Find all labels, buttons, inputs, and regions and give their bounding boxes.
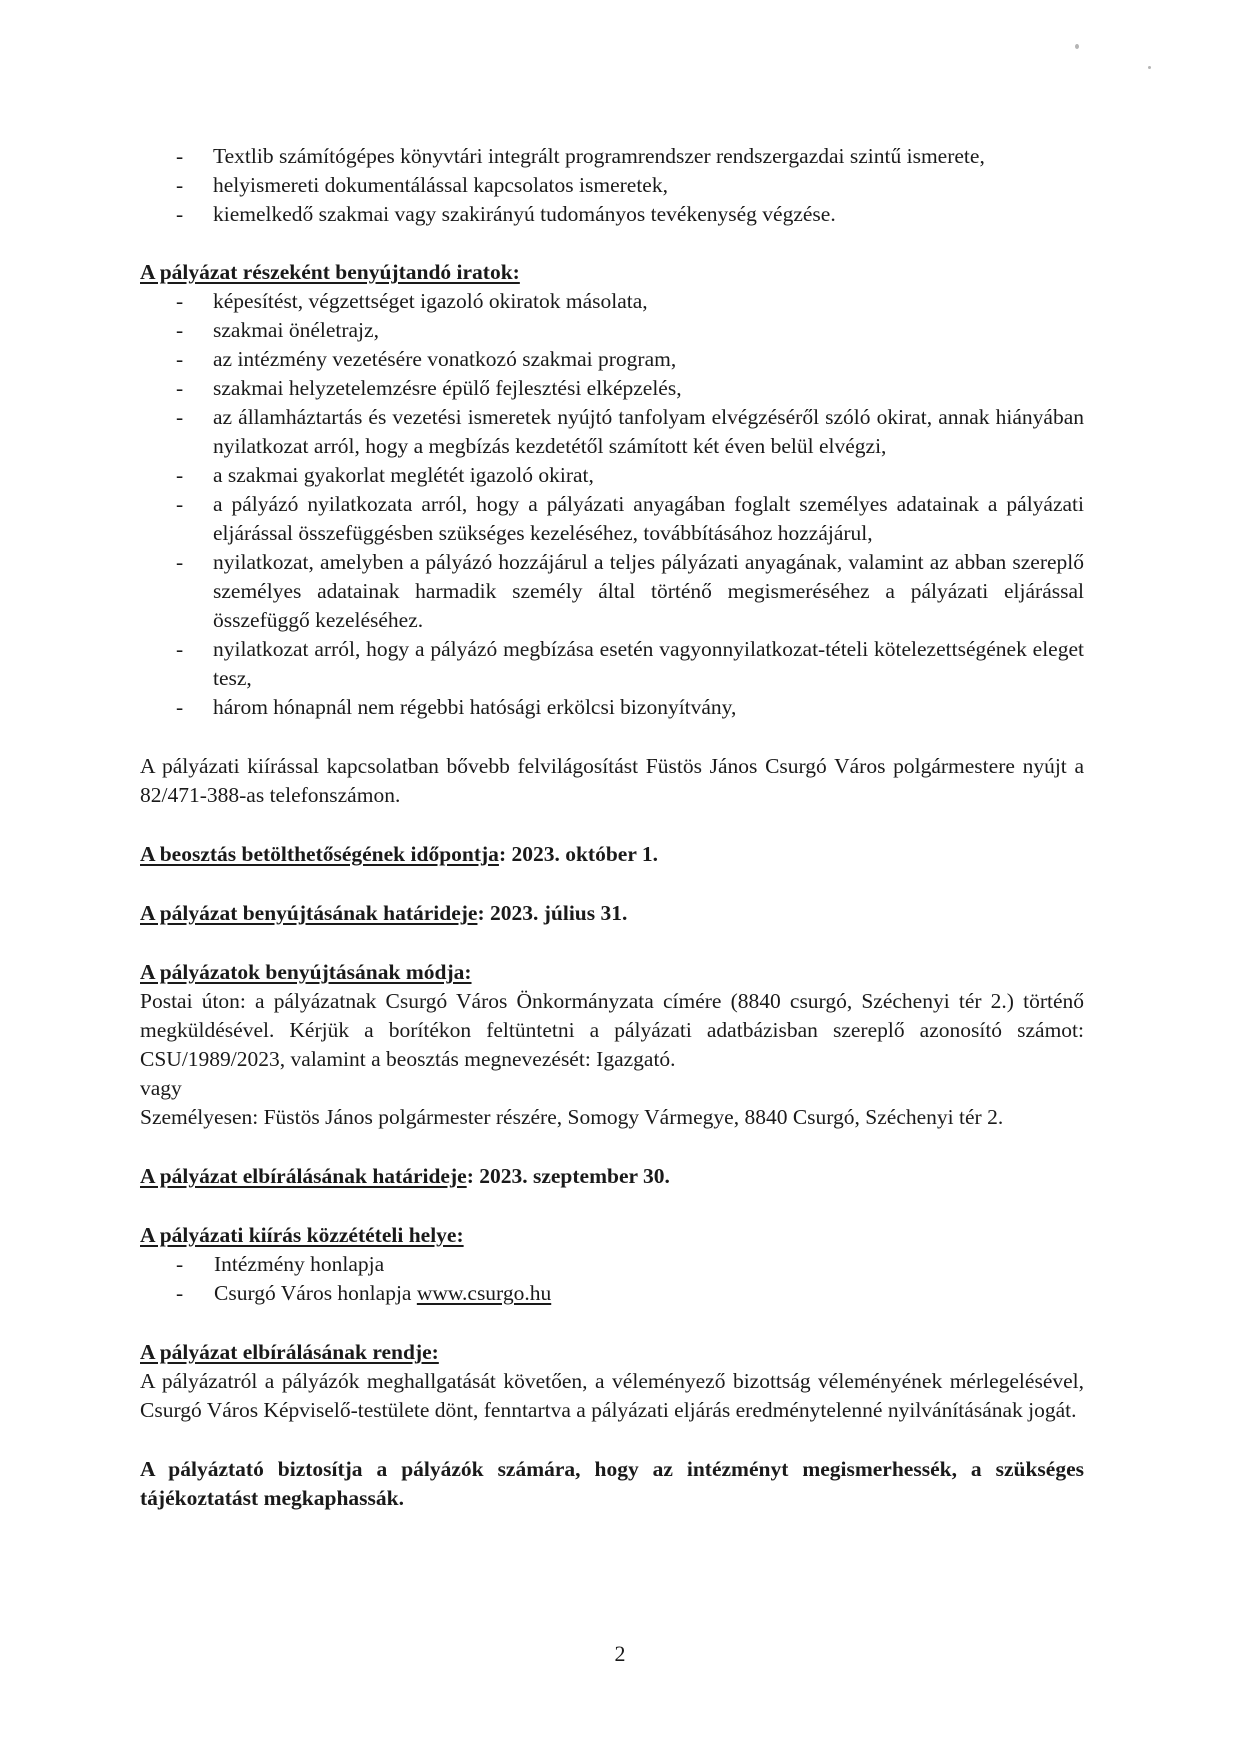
closing-statement: A pályáztató biztosítja a pályázók számára, hogy az intézményt megismerhessék, a szükséges tájékoztatást megkaphassák. xyxy=(140,1457,1084,1510)
list-item: - nyilatkozat arról, hogy a pályázó megbízása esetén vagyonnyilatkozat-tételi kötelezettségének eleget tesz, xyxy=(140,635,1084,693)
publication-heading: A pályázati kiírás közzétételi helye: xyxy=(140,1223,464,1247)
evaluation-deadline-line xyxy=(140,1162,1084,1191)
list-item: - a pályázó nyilatkozata arról, hogy a pályázati anyagában foglalt személyes adatainak a pályázati eljárással összefüggésben szükséges kezeléséhez, továbbításához hozzájárul, xyxy=(140,490,1084,548)
list-item: - Intézmény honlapja xyxy=(140,1250,1084,1279)
list-item: - Textlib számítógépes könyvtári integrált programrendszer rendszergazdai szintű ismerete, xyxy=(140,142,1084,171)
list-item: - az államháztartás és vezetési ismeretek nyújtó tanfolyam elvégzéséről szóló okirat, annak hiányában nyilatkozat arról, hogy a megbízás kezdetétől számított két éven belül elvégzi, xyxy=(140,403,1084,461)
submission-heading: A pályázatok benyújtásának módja: xyxy=(140,960,472,984)
publication-item-text: Csurgó Város honlapja xyxy=(214,1281,417,1305)
requirements-list xyxy=(140,142,1084,229)
website-link[interactable]: www.csurgo.hu xyxy=(416,1281,552,1305)
deadline-label: A pályázat benyújtásának határideje xyxy=(140,901,478,925)
document-body xyxy=(140,142,1084,1513)
list-item: - a szakmai gyakorlat meglétét igazoló okirat, xyxy=(140,461,1084,490)
list-item: - az intézmény vezetésére vonatkozó szakmai program, xyxy=(140,345,1084,374)
list-item: - helyismereti dokumentálással kapcsolatos ismeretek, xyxy=(140,171,1084,200)
scan-speck xyxy=(1075,44,1079,49)
evaluation-deadline-value: : 2023. szeptember 30. xyxy=(466,1164,670,1188)
submission-or: vagy xyxy=(140,1076,182,1100)
start-date-line xyxy=(140,840,1084,869)
list-item: - nyilatkozat, amelyben a pályázó hozzájárul a teljes pályázati anyagának, valamint az abban szereplő személyes adatainak harmadik személy által történő megismeréséhez a pályázati eljárással összefüggő kezeléséhez. xyxy=(140,548,1084,635)
documents-heading: A pályázat részeként benyújtandó iratok: xyxy=(140,260,520,284)
list-item: - szakmai önéletrajz, xyxy=(140,316,1084,345)
publication-list xyxy=(140,1250,1084,1308)
evaluation-order-heading: A pályázat elbírálásának rendje: xyxy=(140,1340,439,1364)
list-item xyxy=(140,1279,1084,1308)
submission-postal: Postai úton: a pályázatnak Csurgó Város Önkormányzata címére (8840 csurgó, Széchenyi tér 2.) történő megküldésével. Kérjük a borítékon feltüntetni a pályázati adatbázisban szereplő azonosító számot: CSU/1989/2023, valamint a beosztás megnevezését: Igazgató. xyxy=(140,989,1084,1071)
start-date-value: : 2023. október 1. xyxy=(498,842,658,866)
scan-speck xyxy=(1148,66,1151,69)
page-number: 2 xyxy=(614,1641,626,1666)
documents-list xyxy=(140,287,1084,722)
start-date-label: A beosztás betölthetőségének időpontja xyxy=(140,842,499,866)
deadline-line xyxy=(140,899,1084,928)
deadline-value: : 2023. július 31. xyxy=(477,901,628,925)
evaluation-deadline-label: A pályázat elbírálásának határideje xyxy=(140,1164,467,1188)
evaluation-order-text: A pályázatról a pályázók meghallgatását követően, a véleményező bizottság véleményének mérlegelésével, Csurgó Város Képviselő-testülete dönt, fenntartva a pályázati eljárás eredménytelenné nyilvánításának jogát. xyxy=(140,1369,1084,1422)
list-item: - képesítést, végzettséget igazoló okiratok másolata, xyxy=(140,287,1084,316)
list-item: - három hónapnál nem régebbi hatósági erkölcsi bizonyítvány, xyxy=(140,693,1084,722)
info-paragraph: A pályázati kiírással kapcsolatban bővebb felvilágosítást Füstös János Csurgó Város polgármestere nyújt a 82/471-388-as telefonszámon. xyxy=(140,754,1084,807)
list-item: - szakmai helyzetelemzésre épülő fejlesztési elképzelés, xyxy=(140,374,1084,403)
list-item: - kiemelkedő szakmai vagy szakirányú tudományos tevékenység végzése. xyxy=(140,200,1084,229)
submission-personal: Személyesen: Füstös János polgármester részére, Somogy Vármegye, 8840 Csurgó, Széchenyi tér 2. xyxy=(140,1105,1004,1129)
